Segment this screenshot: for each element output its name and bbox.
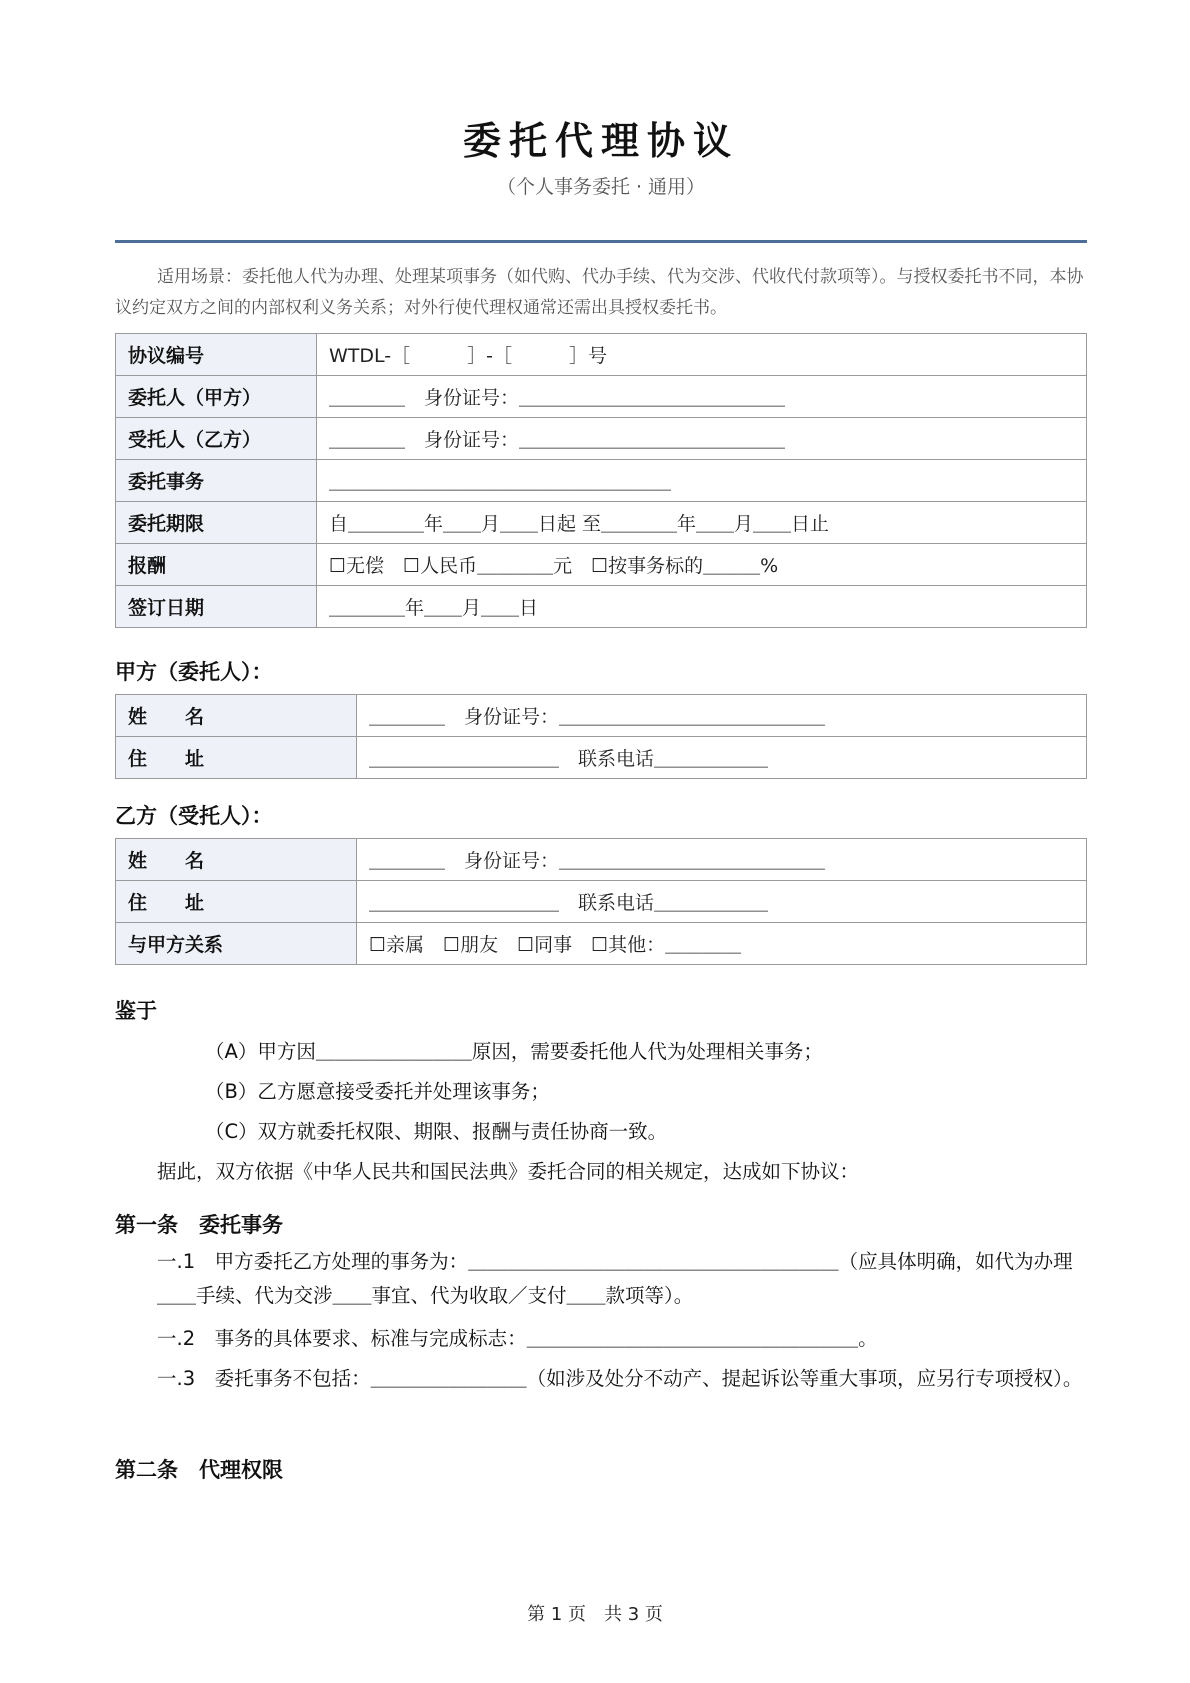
party-b-heading: 乙方（受托人）： bbox=[115, 804, 273, 828]
table-row bbox=[116, 839, 1087, 881]
table-row bbox=[116, 923, 1087, 965]
summary-table bbox=[115, 333, 1087, 628]
recital-item: （A）甲方因＿＿＿＿＿＿＿＿原因，需要委托他人代为处理相关事务； bbox=[205, 1040, 823, 1063]
row-label: 与甲方关系 bbox=[116, 923, 357, 965]
table-row bbox=[116, 737, 1087, 779]
table-row bbox=[116, 586, 1087, 628]
party-a-name-field[interactable]: ＿＿＿＿ 身份证号：＿＿＿＿＿＿＿＿＿＿＿＿＿＿ bbox=[357, 695, 1087, 737]
clause-1-1: 一.1 甲方委托乙方处理的事务为：＿＿＿＿＿＿＿＿＿＿＿＿＿＿＿＿＿＿＿（应具体明确，如代为办理＿＿手续、代为交涉＿＿事宜、代为收取／支付＿＿款项等）。 bbox=[157, 1250, 1073, 1307]
article-1-heading: 第一条 委托事务 bbox=[115, 1213, 283, 1237]
party-a-address-field[interactable]: ＿＿＿＿＿＿＿＿＿＿ 联系电话＿＿＿＿＿＿ bbox=[357, 737, 1087, 779]
row-label: 报酬 bbox=[116, 544, 317, 586]
table-row bbox=[116, 502, 1087, 544]
document-title: 委托代理协议 bbox=[462, 119, 739, 163]
row-label: 姓 名 bbox=[116, 695, 357, 737]
recital-item: （B）乙方愿意接受委托并处理该事务； bbox=[205, 1080, 550, 1103]
party-a-heading: 甲方（委托人）： bbox=[115, 660, 273, 684]
clause-1-3: 一.3 委托事务不包括：＿＿＿＿＿＿＿＿（如涉及处分不动产、提起诉讼等重大事项，应另行专项授权）。 bbox=[157, 1367, 1083, 1390]
clause-1-2: 一.2 事务的具体要求、标准与完成标志：＿＿＿＿＿＿＿＿＿＿＿＿＿＿＿＿＿。 bbox=[157, 1327, 878, 1350]
table-row bbox=[116, 460, 1087, 502]
row-label: 委托人（甲方） bbox=[116, 376, 317, 418]
row-label: 住 址 bbox=[116, 737, 357, 779]
row-label: 委托期限 bbox=[116, 502, 317, 544]
recital-item: （C）双方就委托权限、期限、报酬与责任协商一致。 bbox=[205, 1120, 668, 1143]
table-row bbox=[116, 881, 1087, 923]
table-row bbox=[116, 334, 1087, 376]
row-label: 签订日期 bbox=[116, 586, 317, 628]
table-row bbox=[116, 695, 1087, 737]
article-2-heading: 第二条 代理权限 bbox=[115, 1458, 283, 1482]
party-b-table bbox=[115, 838, 1087, 965]
party-b-name-field[interactable]: ＿＿＿＿ 身份证号：＿＿＿＿＿＿＿＿＿＿＿＿＿＿ bbox=[357, 839, 1087, 881]
table-row bbox=[116, 376, 1087, 418]
row-label: 姓 名 bbox=[116, 839, 357, 881]
row-label: 协议编号 bbox=[116, 334, 317, 376]
party-b-address-field[interactable]: ＿＿＿＿＿＿＿＿＿＿ 联系电话＿＿＿＿＿＿ bbox=[357, 881, 1087, 923]
agent-field[interactable]: ＿＿＿＿ 身份证号：＿＿＿＿＿＿＿＿＿＿＿＿＿＿ bbox=[317, 418, 1087, 460]
intro-note: 适用场景：委托他人代为办理、处理某项事务（如代购、代办手续、代为交涉、代收代付款项等）。与授权委托书不同，本协议约定双方之间的内部权利义务关系；对外行使代理权通常还需出具授权委托书。 bbox=[115, 267, 1084, 318]
relationship-field[interactable]: ☐亲属 ☐朋友 ☐同事 ☐其他：＿＿＿＿ bbox=[357, 923, 1087, 965]
signing-date-field[interactable]: ＿＿＿＿年＿＿月＿＿日 bbox=[317, 586, 1087, 628]
row-label: 委托事务 bbox=[116, 460, 317, 502]
whereas-conclusion: 据此，双方依据《中华人民共和国民法典》委托合同的相关规定，达成如下协议： bbox=[157, 1160, 860, 1183]
remuneration-field[interactable]: ☐无偿 ☐人民币＿＿＿＿元 ☐按事务标的＿＿＿% bbox=[317, 544, 1087, 586]
entrusted-matter-field[interactable]: ＿＿＿＿＿＿＿＿＿＿＿＿＿＿＿＿＿＿ bbox=[317, 460, 1087, 502]
table-row bbox=[116, 418, 1087, 460]
row-label: 受托人（乙方） bbox=[116, 418, 317, 460]
row-label: 住 址 bbox=[116, 881, 357, 923]
document-subtitle: （个人事务委托 · 通用） bbox=[496, 176, 706, 198]
term-field[interactable]: 自＿＿＿＿年＿＿月＿＿日起 至＿＿＿＿年＿＿月＿＿日止 bbox=[317, 502, 1087, 544]
party-a-table bbox=[115, 694, 1087, 779]
principal-field[interactable]: ＿＿＿＿ 身份证号：＿＿＿＿＿＿＿＿＿＿＿＿＿＿ bbox=[317, 376, 1087, 418]
agreement-number-field[interactable]: WTDL-［ ］-［ ］号 bbox=[317, 334, 1087, 376]
table-row bbox=[116, 544, 1087, 586]
page-number: 第 1 页 共 3 页 bbox=[527, 1604, 663, 1625]
title-divider bbox=[115, 240, 1087, 243]
whereas-heading: 鉴于 bbox=[115, 999, 157, 1023]
